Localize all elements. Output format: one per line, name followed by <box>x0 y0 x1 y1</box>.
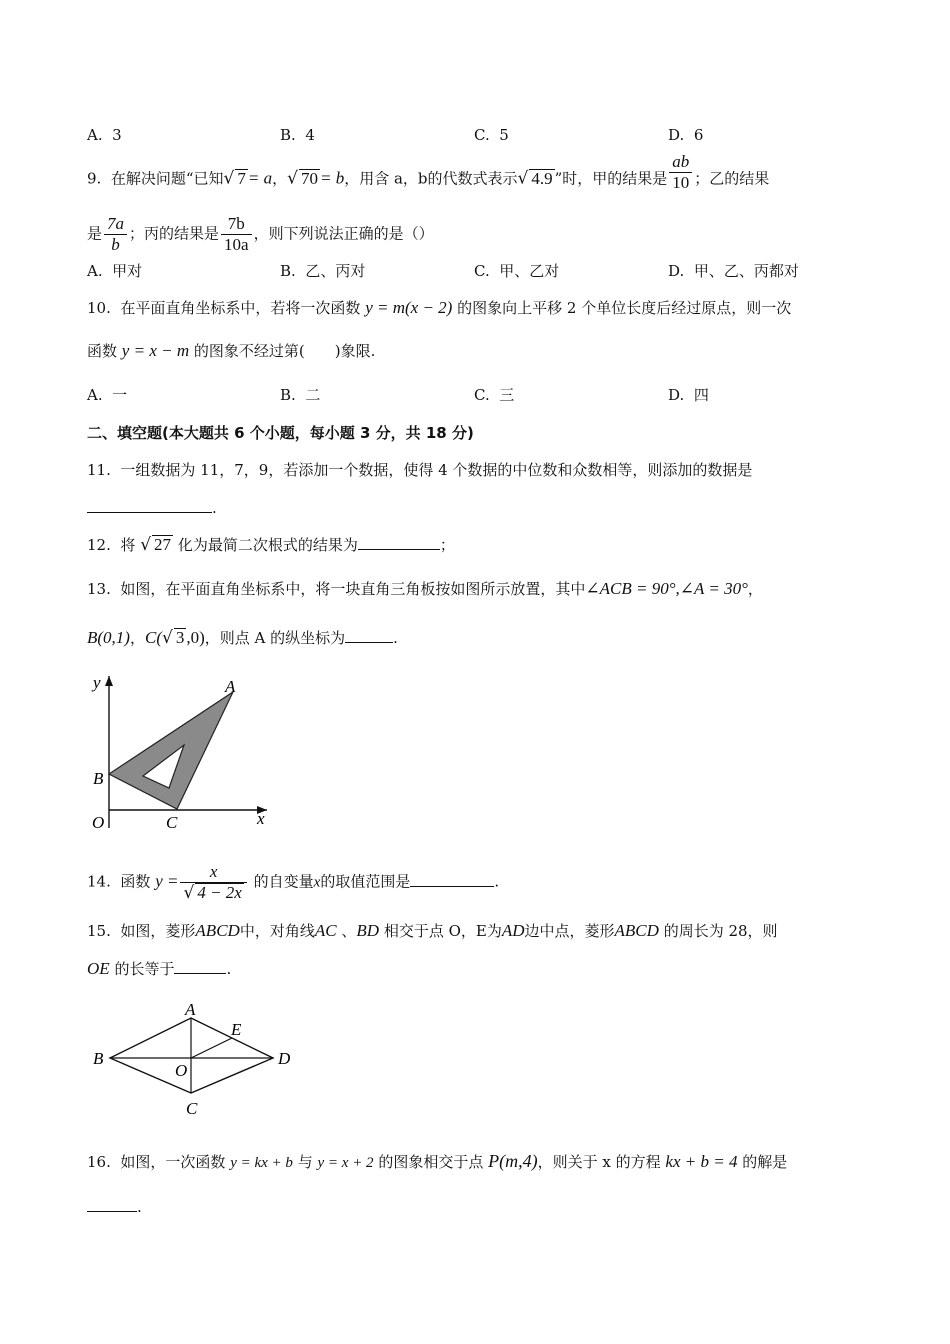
label-a: A <box>185 1000 196 1019</box>
q10-stem-line2: 函数 y = x − m 的图象不经过第( )象限. <box>87 341 376 360</box>
label-d: D <box>278 1049 291 1068</box>
q15-stem-line1: 15. 如图，菱形ABCD中，对角线AC 、BD 相交于点 O，E为AD边中点，菱形ABCD 的周长为 28，则 <box>87 921 778 940</box>
q13-figure <box>85 668 275 833</box>
label-y: y <box>93 673 101 692</box>
q9-option-a[interactable]: A. 甲对 <box>87 262 143 280</box>
q8-option-c[interactable]: C. 5 <box>474 126 509 144</box>
q8-option-b[interactable]: B. 4 <box>280 126 315 144</box>
q14-answer-blank[interactable] <box>410 871 494 887</box>
q12-answer-blank[interactable] <box>358 534 440 550</box>
q13-answer-blank[interactable] <box>345 627 393 643</box>
q8-option-d[interactable]: D. 6 <box>668 126 704 144</box>
y-axis-arrow-icon <box>105 676 113 686</box>
q13-stem-line1: 13. 如图，在平面直角坐标系中，将一块直角三角板按如图所示放置，其中∠ACB = 90°,∠A = 30°， <box>87 579 763 598</box>
label-o: O <box>175 1061 188 1080</box>
q8-option-a[interactable]: A. 3 <box>87 126 122 144</box>
q15-stem-line2: OE 的长等于 . <box>87 959 232 978</box>
q16-stem: 16. 如图，一次函数 y = kx + b 与 y = x + 2 的图象相交于点 P(m,4)，则关于 x 的方程 kx + b = 4 的解是 <box>87 1151 788 1171</box>
q14-stem: 14. 函数 y = $\frac{x}{√ 4 - 2x}$ 的自变量x的取值范围是 . <box>87 862 500 903</box>
label-b: B <box>93 1049 104 1068</box>
section-heading: 二、填空题(本大题共 6 个小题，每小题 3 分，共 18 分) <box>87 424 474 442</box>
q15-answer-blank[interactable] <box>174 958 226 974</box>
label-b: B <box>93 769 104 788</box>
q16-answer-line: . <box>87 1196 142 1218</box>
q9-option-b[interactable]: B. 乙、丙对 <box>280 262 366 280</box>
label-x: x <box>257 809 265 828</box>
q9-stem-line1: 9. 在解决问题“已知√ 7 = a，√ 70 = b，用含 a，b的代数式表示√ 4.9 ”时，甲的结果是 $\frac{ab}{10}$ ；乙的结果 <box>87 152 770 192</box>
q10-stem-line1: 10. 在平面直角坐标系中，若将一次函数 y = m(x − 2) 的图象向上平移 2 个单位长度后经过原点，则一次 <box>87 298 792 317</box>
q10-option-c[interactable]: C. 三 <box>474 386 515 404</box>
label-c: C <box>186 1099 198 1118</box>
label-a: A <box>225 677 236 696</box>
q11-answer-line: . <box>87 497 217 519</box>
q16-answer-blank[interactable] <box>87 1196 137 1212</box>
q11-answer-blank[interactable] <box>87 497 212 513</box>
triangle-ruler <box>109 692 233 809</box>
label-e: E <box>231 1020 242 1039</box>
q13-stem-line2: B(0,1)，C(√ 3 ,0)，则点 A 的纵坐标为 . <box>87 628 398 648</box>
q9-option-d[interactable]: D. 甲、乙、丙都对 <box>668 262 799 280</box>
segment-oe <box>191 1038 232 1058</box>
q9-stem-line2: 是 $\frac{7a}{b}$ ；丙的结果是 $\frac{7b}{10a}$ ，则下列说法正确的是（） <box>87 214 434 254</box>
q11-stem: 11. 一组数据为 11，7，9，若添加一个数据，使得 4 个数据的中位数和众数相等，则添加的数据是 <box>87 461 753 479</box>
label-c: C <box>166 813 178 832</box>
q9-option-c[interactable]: C. 甲、乙对 <box>474 262 560 280</box>
label-o: O <box>92 813 105 832</box>
q12-stem: 12. 将 √ 27 化为最简二次根式的结果为 ； <box>87 535 455 555</box>
q10-option-a[interactable]: A. 一 <box>87 386 128 404</box>
q15-figure <box>90 998 305 1120</box>
q10-option-b[interactable]: B. 二 <box>280 386 321 404</box>
q10-option-d[interactable]: D. 四 <box>668 386 709 404</box>
